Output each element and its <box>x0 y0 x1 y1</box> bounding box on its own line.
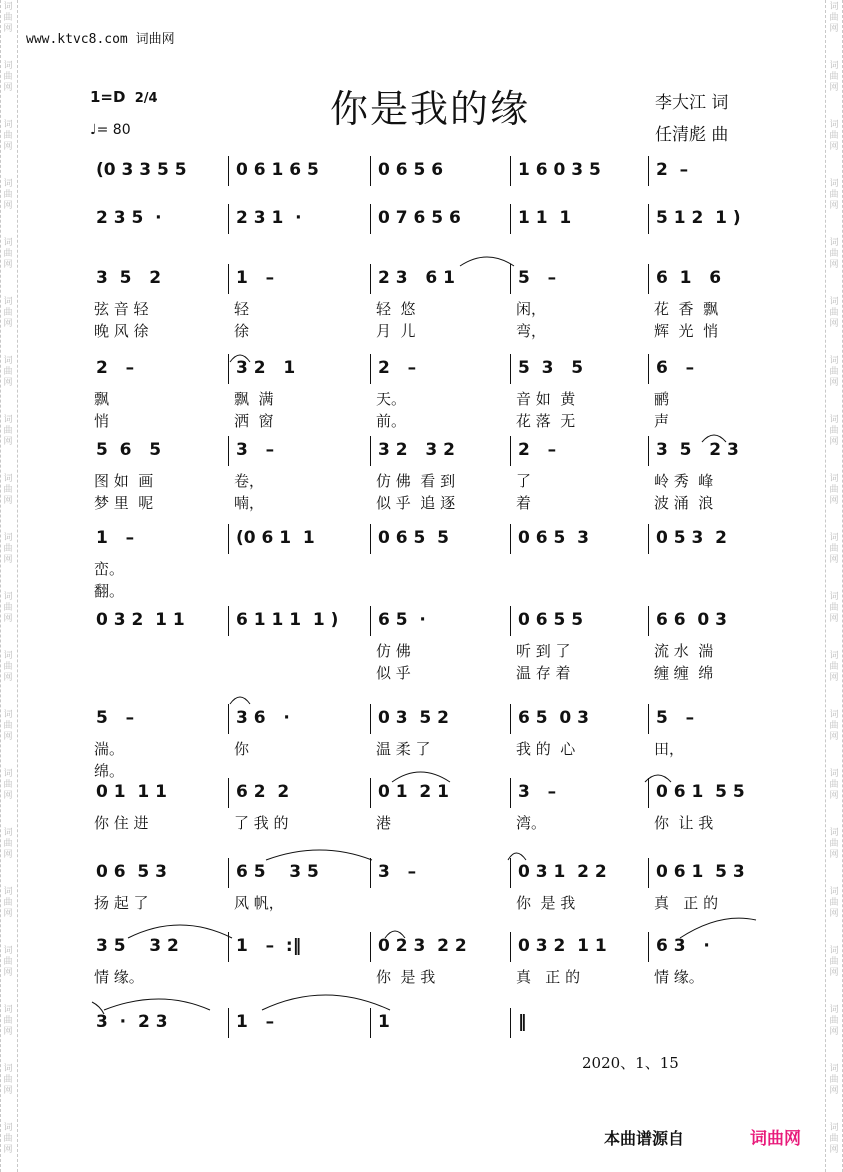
watermark-text: 词 曲 网 <box>3 120 13 152</box>
song-title: 你是我的缘 <box>330 87 531 131</box>
measure-notes: 0 3 2 1 1 <box>518 936 607 956</box>
watermark-text: 词 曲 网 <box>3 238 13 270</box>
lyric-text: 卷， <box>234 472 265 490</box>
watermark-text: 词 曲 网 <box>829 533 839 565</box>
measure-notes: 1 – <box>236 268 275 288</box>
measure-notes: (0 3 3 5 5 <box>96 160 187 180</box>
measure-notes: 0 3 5 2 <box>378 708 449 728</box>
watermark-text: 词 曲 网 <box>3 710 13 742</box>
measure-notes: 5 3 5 <box>518 358 584 378</box>
composer-credit: 任清彪 曲 <box>655 125 729 145</box>
lyric-text: 闲， <box>516 300 547 318</box>
lyric-text: 音 如 黄 <box>516 390 576 408</box>
lyric-text: 岭 秀 峰 <box>654 472 714 490</box>
watermark-text: 词 曲 网 <box>3 356 13 388</box>
measure-notes: 0 5 3 2 <box>656 528 727 548</box>
lyric-text: 飘 满 <box>234 390 274 408</box>
lyric-text: 翻。 <box>94 582 125 600</box>
measure-notes: 2 3 1 · <box>236 208 302 228</box>
measure-notes: 0 6 5 5 <box>378 528 449 548</box>
measure-notes: 5 – <box>656 708 695 728</box>
watermark-text: 词 曲 网 <box>829 1123 839 1155</box>
watermark-text: 词 曲 网 <box>829 769 839 801</box>
lyric-text: 轻 <box>234 300 250 318</box>
measure-notes: 6 2 2 <box>236 782 290 802</box>
measure-notes: 6 3 · <box>656 936 710 956</box>
lyric-text: 仿 佛 <box>376 642 411 660</box>
slur <box>128 925 232 938</box>
lyric-text: 了 <box>516 472 532 490</box>
watermark-text: 词 曲 网 <box>829 474 839 506</box>
measure-notes: 0 2 3 2 2 <box>378 936 467 956</box>
lyric-text: 田， <box>654 740 685 758</box>
measure-notes: 2 – <box>656 160 689 180</box>
measure-notes: 0 6 1 5 3 <box>656 862 745 882</box>
lyric-text: 喃， <box>234 494 265 512</box>
measure-notes: 3 2 1 <box>236 358 296 378</box>
lyric-text: 情 缘。 <box>654 968 704 986</box>
measure-notes: 5 6 5 <box>96 440 162 460</box>
watermark-text: 词 曲 网 <box>829 61 839 93</box>
slur <box>266 850 372 860</box>
watermark-text: 词 曲 网 <box>3 946 13 978</box>
measure-notes: 6 5 0 3 <box>518 708 589 728</box>
lyricist-credit: 李大江 词 <box>655 93 729 113</box>
slur <box>680 918 756 938</box>
measure-notes: 0 7 6 5 6 <box>378 208 461 228</box>
watermark-text: 词 曲 网 <box>829 1005 839 1037</box>
lyric-text: 花 落 无 <box>516 412 576 430</box>
slur <box>460 257 514 266</box>
watermark-text: 词 曲 网 <box>3 1005 13 1037</box>
lyric-text: 洒 窗 <box>234 412 274 430</box>
measure-notes: 0 3 1 2 2 <box>518 862 607 882</box>
lyric-text: 仿 佛 看 到 <box>376 472 456 490</box>
lyric-text: 港 <box>376 814 392 832</box>
slur <box>702 435 726 442</box>
lyric-text: 月 儿 <box>376 322 416 340</box>
lyric-text: 湾。 <box>516 814 547 832</box>
watermark-text: 词 曲 网 <box>3 179 13 211</box>
measure-notes: 3 2 3 2 <box>378 440 455 460</box>
measure-notes: 3 – <box>378 862 417 882</box>
lyric-text: 缠 缠 绵 <box>654 664 714 682</box>
lyric-text: 着 <box>516 494 532 512</box>
measure-notes: 0 6 1 6 5 <box>236 160 319 180</box>
lyric-text: 扬 起 了 <box>94 894 149 912</box>
measure-notes: 6 5 · <box>378 610 426 630</box>
lyric-text: 我 的 心 <box>516 740 576 758</box>
lyric-text: 你 是 我 <box>516 894 576 912</box>
measure-notes: 1 – :‖ <box>236 936 302 956</box>
lyric-text: 徐 <box>234 322 250 340</box>
lyric-text: 峦。 <box>94 560 125 578</box>
watermark-text: 词 曲 网 <box>3 533 13 565</box>
measure-notes: 5 – <box>96 708 135 728</box>
lyric-text: 图 如 画 <box>94 472 154 490</box>
lyric-text: 你 <box>234 740 250 758</box>
brand-logo-text[interactable]: 词曲网 <box>750 1129 801 1149</box>
measure-notes: 1 – <box>236 1012 275 1032</box>
slur <box>230 697 250 704</box>
slur <box>645 775 671 782</box>
watermark-text: 词 曲 网 <box>829 297 839 329</box>
slur <box>385 931 405 938</box>
lyric-text: 真 正 的 <box>654 894 719 912</box>
lyric-text: 飘 <box>94 390 110 408</box>
measure-notes: ‖ <box>518 1012 527 1032</box>
watermark-text: 词 曲 网 <box>829 710 839 742</box>
lyric-text: 晚 风 徐 <box>94 322 149 340</box>
slur <box>104 999 210 1010</box>
lyric-text: 你 让 我 <box>654 814 714 832</box>
watermark-text: 词 曲 网 <box>3 828 13 860</box>
measure-notes: 6 6 0 3 <box>656 610 727 630</box>
measure-notes: 2 – <box>378 358 417 378</box>
lyric-text: 轻 悠 <box>376 300 416 318</box>
lyric-text: 听 到 了 <box>516 642 571 660</box>
lyric-text: 绵。 <box>94 762 125 780</box>
lyric-text: 天。 <box>376 390 407 408</box>
watermark-text: 词 曲 网 <box>3 769 13 801</box>
watermark-text: 词 曲 网 <box>3 297 13 329</box>
watermark-text: 词 曲 网 <box>829 415 839 447</box>
tempo-marking: ♩= 80 <box>90 122 131 138</box>
lyric-text: 流 水 湍 <box>654 642 714 660</box>
lyric-text: 湍。 <box>94 740 125 758</box>
measure-notes: 5 1 2 1 ) <box>656 208 741 228</box>
lyric-text: 梦 里 呢 <box>94 494 154 512</box>
date-stamp: 2020、1、15 <box>582 1054 679 1072</box>
watermark-text: 词 曲 网 <box>3 887 13 919</box>
measure-notes: 3 6 · <box>236 708 290 728</box>
lyric-text: 情 缘。 <box>94 968 144 986</box>
measure-notes: 1 6 0 3 5 <box>518 160 601 180</box>
watermark-text: 词 曲 网 <box>829 1064 839 1096</box>
watermark-text: 词 曲 网 <box>829 238 839 270</box>
lyric-text: 你 住 进 <box>94 814 149 832</box>
lyric-text: 花 香 飘 <box>654 300 719 318</box>
measure-notes: (0 6 1 1 <box>236 528 315 548</box>
watermark-text: 词 曲 网 <box>829 651 839 683</box>
measure-notes: 0 6 5 3 <box>96 862 167 882</box>
lyric-text: 声 <box>654 412 670 430</box>
lyric-text: 弯， <box>516 322 547 340</box>
lyric-text: 温 柔 了 <box>376 740 431 758</box>
measure-notes: 0 3 2 1 1 <box>96 610 185 630</box>
measure-notes: 5 – <box>518 268 557 288</box>
measure-notes: 3 5 2 3 <box>656 440 739 460</box>
measure-notes: 2 – <box>518 440 557 460</box>
lyric-text: 前。 <box>376 412 407 430</box>
lyric-text: 似 乎 <box>376 664 411 682</box>
watermark-text: 词 曲 网 <box>3 651 13 683</box>
slur <box>230 355 250 362</box>
watermark-text: 词 曲 网 <box>829 356 839 388</box>
lyric-text: 弦 音 轻 <box>94 300 149 318</box>
measure-notes: 0 1 2 1 <box>378 782 449 802</box>
measure-notes: 1 1 1 <box>518 208 572 228</box>
watermark-text: 词 曲 网 <box>3 592 13 624</box>
measure-notes: 6 – <box>656 358 695 378</box>
watermark-text: 词 曲 网 <box>3 1064 13 1096</box>
watermark-text: 词 曲 网 <box>3 61 13 93</box>
watermark-text: 词 曲 网 <box>829 887 839 919</box>
measure-notes: 6 1 6 <box>656 268 722 288</box>
slur <box>92 1002 104 1014</box>
lyric-text: 了 我 的 <box>234 814 289 832</box>
time-signature: 2/4 <box>134 91 158 106</box>
measure-notes: 1 <box>378 1012 390 1032</box>
watermark-text: 词 曲 网 <box>3 474 13 506</box>
watermark-text: 词 曲 网 <box>3 1123 13 1155</box>
measure-notes: 3 – <box>518 782 557 802</box>
lyric-text: 真 正 的 <box>516 968 581 986</box>
measure-notes: 3 5 2 <box>96 268 162 288</box>
measure-notes: 6 5 3 5 <box>236 862 319 882</box>
measure-notes: 3 · 2 3 <box>96 1012 168 1032</box>
measure-notes: 0 6 5 6 <box>378 160 444 180</box>
lyric-text: 波 涌 浪 <box>654 494 714 512</box>
slur <box>508 853 526 860</box>
lyric-text: 风 帆， <box>234 894 284 912</box>
lyric-text: 辉 光 悄 <box>654 322 719 340</box>
measure-notes: 6 1 1 1 1 ) <box>236 610 339 630</box>
measure-notes: 1 – <box>96 528 135 548</box>
lyric-text: 温 存 着 <box>516 664 571 682</box>
measure-notes: 3 5 3 2 <box>96 936 179 956</box>
lyric-text: 似 乎 追 逐 <box>376 494 456 512</box>
slur <box>262 995 390 1010</box>
watermark-text: 词 曲 网 <box>829 2 839 34</box>
key-label: 1=D <box>90 88 126 106</box>
lyric-text: 鹂 <box>654 390 670 408</box>
watermark-text: 词 曲 网 <box>829 592 839 624</box>
source-label: 本曲谱源自 <box>604 1129 685 1148</box>
lyric-text: 你 是 我 <box>376 968 436 986</box>
lyric-text: 悄 <box>94 412 110 430</box>
measure-notes: 0 6 5 3 <box>518 528 589 548</box>
measure-notes: 2 3 6 1 <box>378 268 455 288</box>
measure-notes: 0 6 5 5 <box>518 610 584 630</box>
measure-notes: 2 3 5 · <box>96 208 162 228</box>
measure-notes: 0 6 1 5 5 <box>656 782 745 802</box>
watermark-text: 词 曲 网 <box>829 946 839 978</box>
site-url[interactable]: www.ktvc8.com 词曲网 <box>26 32 175 47</box>
measure-notes: 0 1 1 1 <box>96 782 167 802</box>
measure-notes: 2 – <box>96 358 135 378</box>
watermark-text: 词 曲 网 <box>3 2 13 34</box>
slur <box>392 772 450 782</box>
watermark-text: 词 曲 网 <box>829 120 839 152</box>
watermark-text: 词 曲 网 <box>829 828 839 860</box>
watermark-text: 词 曲 网 <box>3 415 13 447</box>
watermark-text: 词 曲 网 <box>829 179 839 211</box>
measure-notes: 3 – <box>236 440 275 460</box>
